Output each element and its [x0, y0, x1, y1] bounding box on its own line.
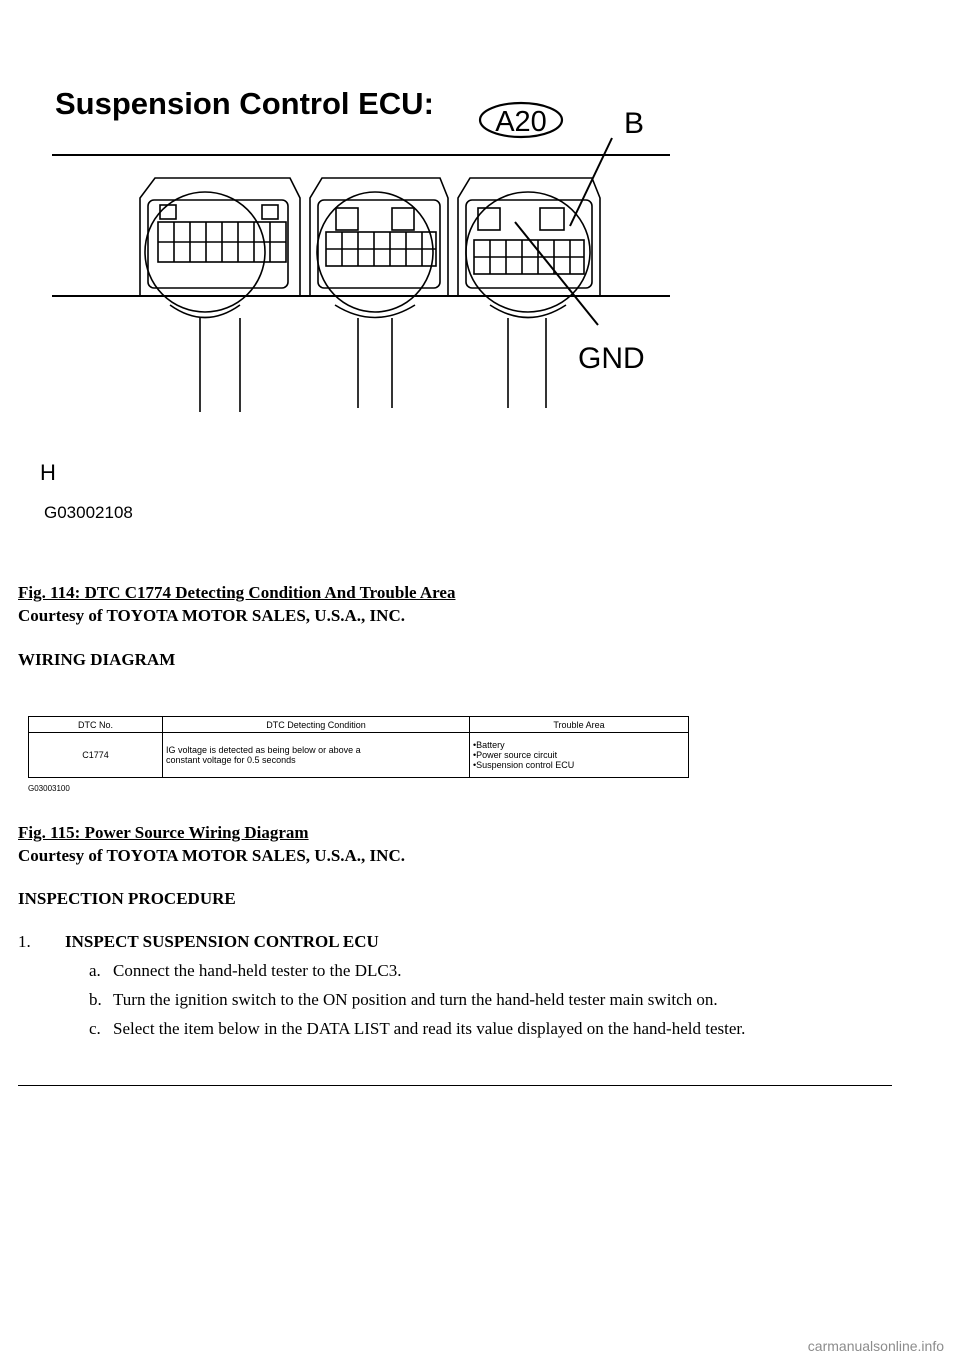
table-header-row	[29, 717, 689, 733]
substep-letter: c.	[89, 1019, 101, 1038]
condition-line-1: IG voltage is detected as being below or above a	[166, 745, 361, 755]
fig-115-caption[interactable]: Fig. 115: Power Source Wiring Diagram	[18, 823, 309, 842]
trouble-area-item: •Power source circuit	[473, 750, 558, 760]
substep-text: Connect the hand-held tester to the DLC3.	[113, 961, 402, 980]
watermark-text: carmanualsonline.info	[807, 1338, 944, 1354]
label-b: B	[624, 107, 645, 140]
connector-code: A20	[495, 106, 547, 138]
substep-b	[89, 990, 718, 1010]
fig-114-caption[interactable]: Fig. 114: DTC C1774 Detecting Condition And Trouble Area	[18, 583, 456, 602]
table-figure-code: G03003100	[28, 784, 70, 793]
ecu-connector-diagram	[0, 0, 700, 530]
substep-text: Turn the ignition switch to the ON position and turn the hand-held tester main switch on.	[113, 990, 718, 1009]
substep-text: Select the item below in the DATA LIST and read its value displayed on the hand-held tester.	[113, 1019, 746, 1038]
fig-114-courtesy: Courtesy of TOYOTA MOTOR SALES, U.S.A., INC.	[18, 606, 405, 625]
cell-dtc-no: C1774	[29, 733, 163, 778]
step-title: INSPECT SUSPENSION CONTROL ECU	[65, 932, 379, 951]
substep-c	[89, 1019, 745, 1039]
substep-a	[89, 961, 401, 981]
diagram-title: Suspension Control ECU:	[55, 86, 434, 121]
cell-detecting-condition	[163, 733, 470, 778]
substep-letter: b.	[89, 990, 102, 1009]
fig-115-courtesy: Courtesy of TOYOTA MOTOR SALES, U.S.A., INC.	[18, 846, 405, 865]
label-h: H	[40, 460, 56, 485]
table-row	[29, 733, 689, 778]
trouble-area-item: •Battery	[473, 740, 505, 750]
header-trouble-area: Trouble Area	[470, 717, 689, 733]
step-1	[18, 932, 379, 952]
substep-letter: a.	[89, 961, 101, 980]
connector-2	[310, 178, 448, 408]
inspection-procedure-heading: INSPECTION PROCEDURE	[18, 889, 236, 908]
trouble-area-item: •Suspension control ECU	[473, 760, 575, 770]
header-detecting-condition: DTC Detecting Condition	[163, 717, 470, 733]
wiring-diagram-heading: WIRING DIAGRAM	[18, 650, 176, 669]
label-gnd: GND	[578, 342, 645, 375]
condition-line-2: constant voltage for 0.5 seconds	[166, 755, 296, 765]
diagram-figure-code: G03002108	[44, 503, 133, 522]
step-number: 1.	[18, 932, 31, 951]
dtc-table	[28, 716, 689, 778]
page-bottom-rule	[18, 1085, 892, 1086]
header-dtc-no: DTC No.	[29, 717, 163, 733]
cell-trouble-area	[470, 733, 689, 778]
